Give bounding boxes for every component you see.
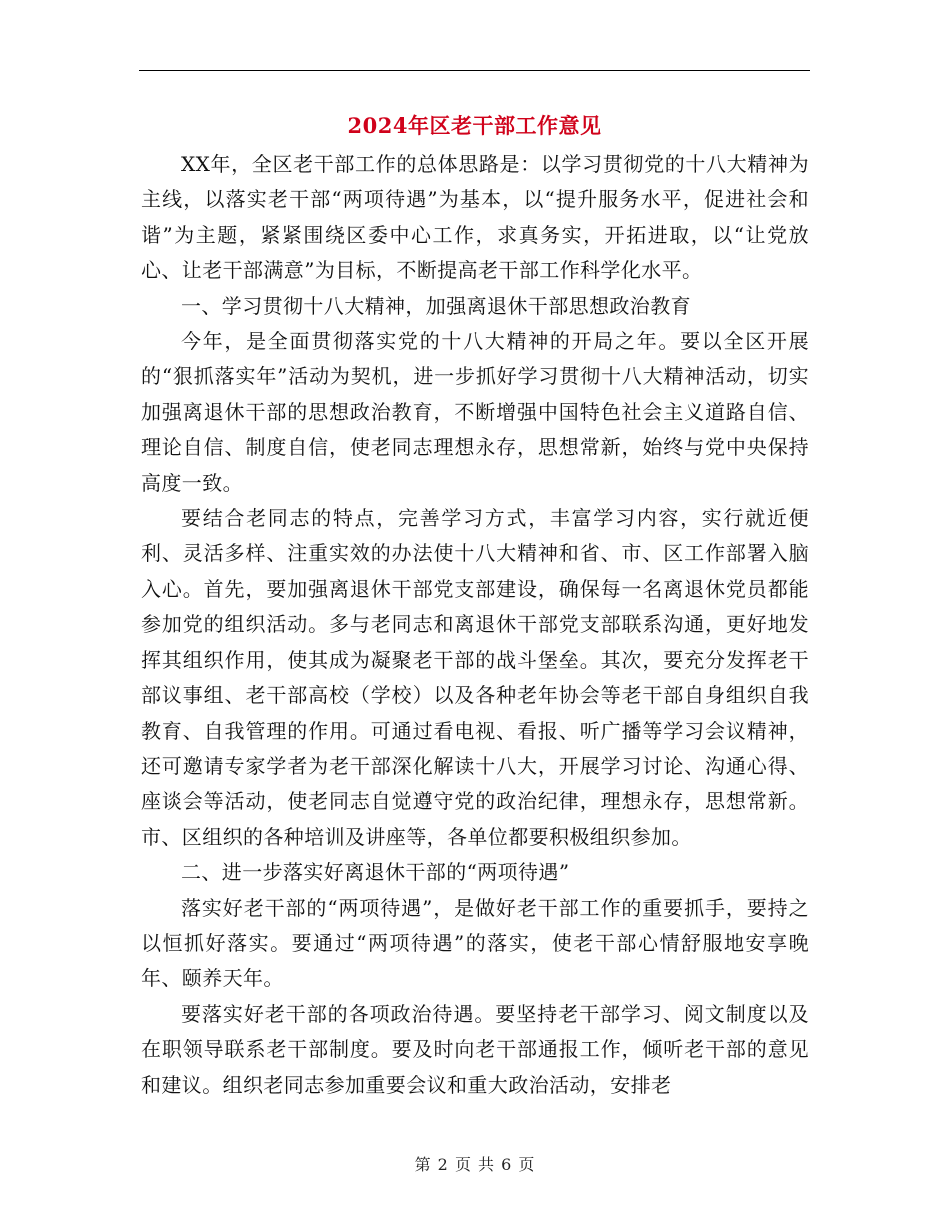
paragraph-section1-a: 今年，是全面贯彻落实党的十八大精神的开局之年。要以全区开展的“狠抓落实年”活动为契机，进一步抓好学习贯彻十八大精神活动，切实加强离退休干部的思想政治教育，不断增强中国特色社会主义道路自信、理论自信、制度自信，使老同志理想永存，思想常新，始终与党中央保持高度一致。 bbox=[141, 329, 809, 495]
document-body bbox=[141, 147, 809, 1103]
header-rule bbox=[139, 70, 810, 71]
page-number-label: 第 2 页 共 6 页 bbox=[414, 1155, 536, 1174]
document-title: 2024年区老干部工作意见 bbox=[347, 113, 602, 138]
paragraph-section2-a: 落实好老干部的“两项待遇”，是做好老干部工作的重要抓手，要持之以恒抓好落实。要通过“两项待遇”的落实，使老干部心情舒服地安享晚年、颐养天年。 bbox=[141, 895, 809, 991]
paragraph-section1-b: 要结合老同志的特点，完善学习方式，丰富学习内容，实行就近便利、灵活多样、注重实效的办法使十八大精神和省、市、区工作部署入脑入心。首先，要加强离退休干部党支部建设，确保每一名离退休党员都能参加党的组织活动。多与老同志和离退休干部党支部联系沟通，更好地发挥其组织作用，使其成为凝聚老干部的战斗堡垒。其次，要充分发挥老干部议事组、老干部高校（学校）以及各种老年协会等老干部自身组织自我教育、自我管理的作用。可通过看电视、看报、听广播等学习会议精神，还可邀请专家学者为老干部深化解读十八大，开展学习讨论、沟通心得、座谈会等活动，使老同志自觉遵守党的政治纪律，理想永存，思想常新。市、区组织的各种培训及讲座等，各单位都要积极组织参加。 bbox=[141, 506, 809, 849]
page-footer bbox=[0, 1154, 950, 1176]
paragraph-section2-b: 要落实好老干部的各项政治待遇。要坚持老干部学习、阅文制度以及在职领导联系老干部制度。要及时向老干部通报工作，倾听老干部的意见和建议。组织老同志参加重要会议和重大政治活动，安排老 bbox=[141, 1001, 809, 1097]
section-heading-2: 二、进一步落实好离退休干部的“两项待遇” bbox=[181, 860, 570, 885]
section-heading-1: 一、学习贯彻十八大精神，加强离退休干部思想政治教育 bbox=[181, 293, 691, 318]
paragraph-intro: XX年，全区老干部工作的总体思路是：以学习贯彻党的十八大精神为主线，以落实老干部“两项待遇”为基本，以“提升服务水平，促进社会和谐”为主题，紧紧围绕区委中心工作，求真务实，开拓进取，以“让党放心、让老干部满意”为目标，不断提高老干部工作科学化水平。 bbox=[141, 152, 809, 283]
